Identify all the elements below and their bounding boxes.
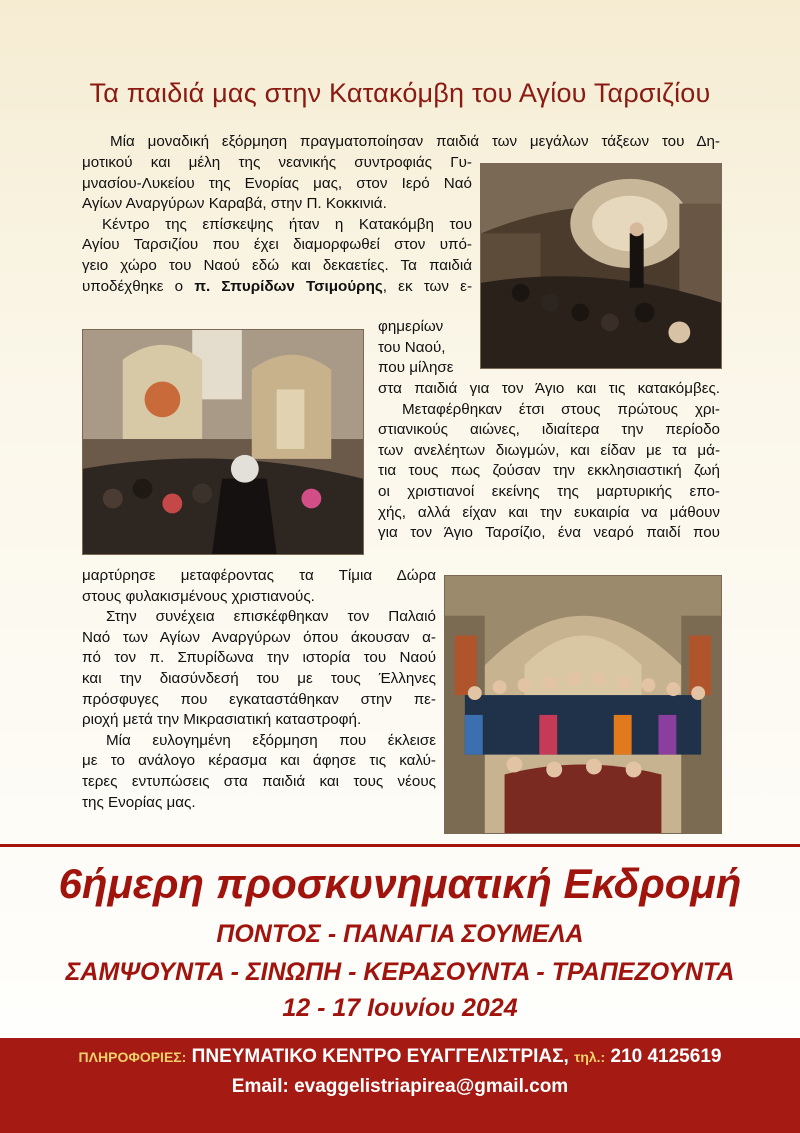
text-line: Μία μοναδική εξόρμηση πραγματοποίησαν παιδιά των μεγάλων τάξεων του Δη- (110, 133, 720, 150)
text-line: γειο χώρο του Ναού εδώ και δεκαετίες. Τα παιδιά (82, 256, 472, 274)
article-text-a (90, 132, 720, 153)
email-address[interactable]: evaggelistriapirea@gmail.com (294, 1076, 569, 1097)
text-span: , εκ των ε- (382, 277, 473, 295)
article-text-b (378, 317, 478, 379)
text-line: με το ανάλογο κέρασμα και άφησε τις καλύ- (82, 752, 436, 770)
text-line: Αγίου Ταρσιζίου που έχει διαμορφωθεί στον υπό- (82, 236, 472, 254)
text-line: της Ενορίας μας. (82, 793, 196, 811)
priest-name: π. Σπυρίδων Τσιμούρης (194, 277, 383, 295)
catacomb-photo (480, 163, 722, 369)
text-line: Μεταφέρθηκαν έτσι στους πρώτους χρι- (402, 400, 720, 418)
text-span: υποδέχθηκε ο (82, 277, 195, 295)
article-text-a2 (82, 153, 472, 297)
text-line: στα παιδιά για τον Άγιο και τις κατακόμβες. (378, 380, 720, 397)
article-title: Τα παιδιά μας στην Κατακόμβη του Αγίου Ταρσιζίου (89, 78, 711, 108)
text-line: ριοχή μετά την Μικρασιατική καταστροφή. (82, 711, 362, 729)
text-line: τια τους πως ζούσαν την εκκλησιαστική ζωή (378, 462, 720, 480)
text-line: και την διασύνδεσή του με τους Έλληνες (82, 669, 436, 687)
text-line: στιανικούς αιώνες, ιδιαίτερα την περίοδο (378, 421, 720, 439)
group-photo (444, 575, 722, 834)
org-name: ΠΝΕΥΜΑΤΙΚΟ ΚΕΝΤΡΟ ΕΥΑΓΓΕΛΙΣΤΡΙΑΣ, (191, 1046, 569, 1067)
text-line: του Ναού, (378, 338, 446, 356)
event-line-2: ΣΑΜΨΟΥΝΤΑ - ΣΙΝΩΠΗ - ΚΕΡΑΣΟΥΝΤΑ - ΤΡΑΠΕΖΟΥΝΤΑ (65, 958, 735, 986)
text-line: πό τον π. Σπυρίδωνα την ιστορία του Ναού (82, 649, 436, 667)
event-dates: 12 - 17 Ιουνίου 2024 (282, 994, 518, 1022)
text-line: στους φυλακισμένους χριστιανούς. (82, 587, 315, 605)
email-label: Email: (231, 1076, 289, 1097)
event-headline: 6ήμερη προσκυνηματική Εκδρομή (58, 860, 742, 907)
text-line-priest (82, 277, 472, 298)
text-line: Κέντρο της επίσκεψης ήταν η Κατακόμβη του (102, 215, 472, 233)
text-line: Στην συνέχεια επισκέφθηκαν τον Παλαιό (106, 608, 436, 626)
text-line: που μίλησε (378, 359, 454, 377)
text-line: χής, αλλά είχαν και την ευκαιρία να μάθουν (378, 503, 720, 521)
tel-label: τηλ.: (574, 1049, 606, 1065)
footer-info-line (0, 1046, 800, 1068)
text-line: πρόσφυγες που εγκαταστάθηκαν στην πε- (82, 690, 436, 708)
text-line: οι χριστιανοί εκείνης της μαρτυρικής επο- (378, 482, 720, 500)
event-line-1: ΠΟΝΤΟΣ - ΠΑΝΑΓΙΑ ΣΟΥΜΕΛΑ (216, 920, 584, 948)
church-interior-photo (82, 329, 364, 555)
info-label: ΠΛΗΡΟΦΟΡΙΕΣ: (78, 1049, 187, 1065)
text-line: τερες εντυπώσεις στα παιδιά και τους νέους (82, 772, 436, 790)
footer-email-line (0, 1076, 800, 1098)
article-text-c (378, 379, 720, 544)
text-line: μνασίου-Λυκείου της Ενορίας μας, στον Ιερό Ναό (82, 174, 472, 192)
text-line: Ναό των Αγίων Αναργύρων όπου άκουσαν α- (82, 628, 436, 646)
section-divider (0, 844, 800, 847)
text-line: μαρτύρησε μεταφέροντας τα Τίμια Δώρα (82, 567, 436, 584)
phone-number: 210 4125619 (610, 1046, 722, 1067)
text-line: φημερίων (378, 318, 444, 335)
text-line: Μία ευλογημένη εξόρμηση που έκλεισε (106, 731, 436, 749)
text-line: μοτικού και μέλη της νεανικής συντροφιάς Γυ- (82, 154, 472, 171)
text-line: Αγίων Αναργύρων Καραβά, στην Π. Κοκκινιά. (82, 195, 387, 213)
text-line: των ανελέητων διωγμών, και είδαν με τα μά- (378, 441, 720, 459)
text-line: για τον Άγιο Ταρσίζιο, ένα νεαρό παιδί που (378, 524, 720, 542)
footer (0, 1038, 800, 1133)
article-text-d (82, 566, 436, 813)
